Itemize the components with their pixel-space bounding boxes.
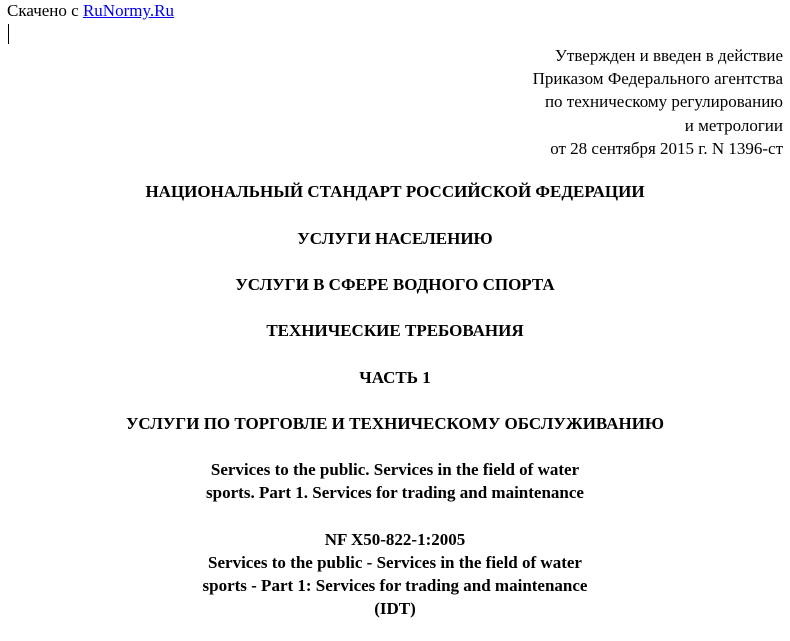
- standard-title: НАЦИОНАЛЬНЫЙ СТАНДАРТ РОССИЙСКОЙ ФЕДЕРАЦИИ: [145, 182, 645, 201]
- heading-water-sports: УСЛУГИ В СФЕРЕ ВОДНОГО СПОРТА: [235, 275, 555, 294]
- approval-line: Приказом Федерального агентства: [532, 69, 783, 89]
- english-title-line: Services to the public. Services in the field of water: [210, 460, 580, 479]
- approval-line: и метрологии: [684, 115, 783, 135]
- heading-part-number: ЧАСТЬ 1: [359, 368, 431, 387]
- reference-title-line: Services to the public - Services in the field of water: [208, 553, 582, 572]
- text-cursor: [8, 24, 9, 44]
- english-title-line: sports. Part 1. Services for trading and maintenance: [206, 483, 584, 502]
- heading-services-public: УСЛУГИ НАСЕЛЕНИЮ: [297, 229, 493, 248]
- approval-block: [533, 44, 783, 160]
- source-prefix: Скачено с: [7, 1, 83, 20]
- source-line: [7, 0, 174, 22]
- approval-line: от 28 сентября 2015 г. N 1396-ст: [550, 138, 783, 158]
- english-title: [0, 458, 790, 504]
- reference-standard: [0, 528, 790, 620]
- heading-technical-requirements: ТЕХНИЧЕСКИЕ ТРЕБОВАНИЯ: [266, 321, 524, 340]
- reference-title-line: sports - Part 1: Services for trading and maintenance: [202, 576, 588, 595]
- reference-degree: (IDT): [374, 599, 416, 618]
- runormy-link[interactable]: RuNormy.Ru: [82, 1, 174, 20]
- approval-line: по техническому регулированию: [544, 92, 783, 112]
- approval-line: Утвержден и введен в действие: [554, 46, 783, 65]
- reference-code: NF X50-822-1:2005: [324, 530, 466, 549]
- heading-trading-maintenance: УСЛУГИ ПО ТОРГОВЛЕ И ТЕХНИЧЕСКОМУ ОБСЛУЖИВАНИЮ: [125, 414, 665, 433]
